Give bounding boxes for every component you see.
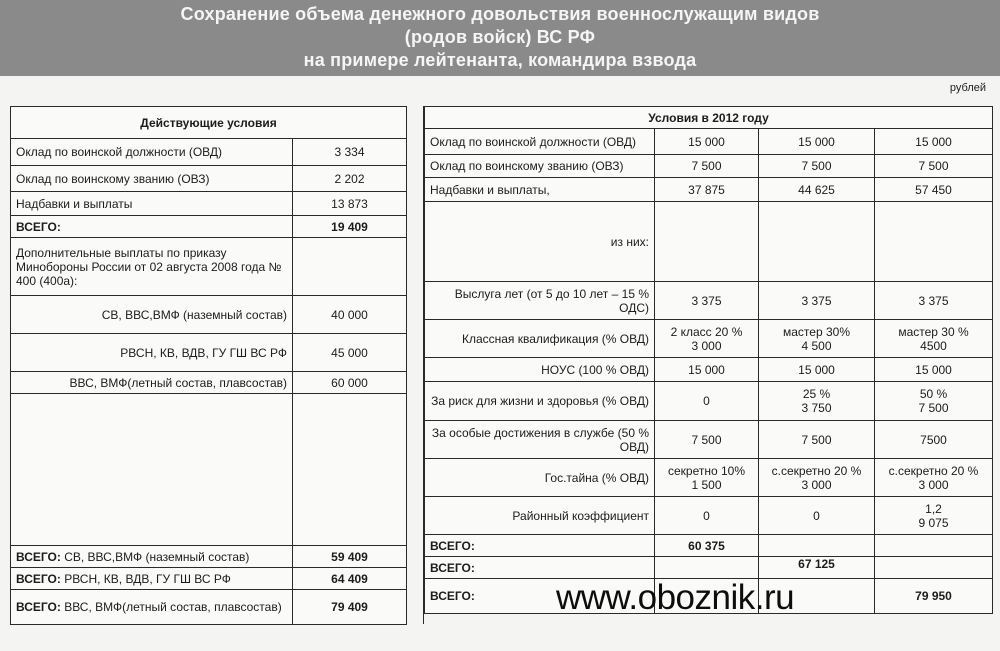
r-risk-col2: 25 % 3 750 (759, 382, 875, 421)
title-line-3: на примере лейтенанта, командира взвода (303, 50, 697, 70)
right-table-title: Условия в 2012 году (425, 107, 993, 129)
r-seniority-col2: 3 375 (759, 282, 875, 320)
r-label-state-secret: Гос.тайна (% ОВД) (425, 459, 655, 497)
title-line-2: (родов войск) ВС РФ (404, 27, 596, 47)
additional-payments-empty (293, 238, 407, 296)
additional-label-ground: СВ, ВВС,ВМФ (наземный состав) (11, 296, 293, 334)
row-label-total: ВСЕГО: (11, 216, 293, 238)
additional-label-flight: ВВС, ВМФ(летный состав, плавсостав) (11, 372, 293, 394)
total-value-flight: 79 409 (293, 590, 407, 625)
r-secret-col1: секретно 10% 1 500 (655, 459, 759, 497)
r-seniority-col1: 3 375 (655, 282, 759, 320)
currency-unit: рублей (949, 82, 986, 94)
r-nous-col3: 15 000 (875, 358, 993, 382)
row-value-ovd: 3 334 (293, 139, 407, 166)
r-label-qualification: Классная квалификация (% ОВД) (425, 320, 655, 358)
r-label-allowances: Надбавки и выплаты, (425, 178, 655, 202)
r-label-nous: НОУС (100 % ОВД) (425, 358, 655, 382)
title-banner (0, 0, 1000, 76)
current-conditions-table (10, 106, 407, 625)
r-regional-col2: 0 (759, 497, 875, 535)
row-value-total: 19 409 (293, 216, 407, 238)
r-ach-col3: 7500 (875, 421, 993, 459)
r-label-ovd: Оклад по воинской должности (ОВД) (425, 129, 655, 155)
r-label-regional: Районный коэффициент (425, 497, 655, 535)
r-total-3-col3: 79 950 (875, 579, 993, 614)
total-label-ground (11, 546, 293, 568)
r-qual-col3: мастер 30 % 4500 (875, 320, 993, 358)
additional-payments-label: Дополнительные выплаты по приказу Минобороны России от 02 августа 2008 года № 400 (400а): (11, 238, 293, 296)
total-prefix: ВСЕГО: (16, 571, 61, 586)
r-risk-col1: 0 (655, 382, 759, 421)
r-label-seniority: Выслуга лет (от 5 до 10 лет – 15 % ОДС) (425, 282, 655, 320)
blank-cell (655, 557, 759, 579)
r-label-risk: За риск для жизни и здоровья (% ОВД) (425, 382, 655, 421)
additional-value-flight: 60 000 (293, 372, 407, 394)
r-regional-col1: 0 (655, 497, 759, 535)
blank-cell (11, 394, 293, 546)
r-total-label-1: ВСЕГО: (425, 535, 655, 557)
r-risk-col3: 50 % 7 500 (875, 382, 993, 421)
r-of-them: из них: (425, 202, 655, 282)
r-secret-col2: с.секретно 20 % 3 000 (759, 459, 875, 497)
left-table-title: Действующие условия (11, 107, 407, 139)
r-total-2-col2: 67 125 (759, 557, 875, 579)
r-qual-col1: 2 класс 20 % 3 000 (655, 320, 759, 358)
r-ovz-col2: 7 500 (759, 155, 875, 178)
total-value-rvsn: 64 409 (293, 568, 407, 590)
r-ach-col2: 7 500 (759, 421, 875, 459)
r-label-ovz: Оклад по воинскому званию (ОВЗ) (425, 155, 655, 178)
row-label-ovz: Оклад по воинскому званию (ОВЗ) (11, 166, 293, 192)
r-allow-col2: 44 625 (759, 178, 875, 202)
additional-value-rvsn: 45 000 (293, 334, 407, 372)
additional-label-rvsn: РВСН, КВ, ВДВ, ГУ ГШ ВС РФ (11, 334, 293, 372)
r-allow-col1: 37 875 (655, 178, 759, 202)
r-ovd-col2: 15 000 (759, 129, 875, 155)
r-nous-col2: 15 000 (759, 358, 875, 382)
blank-cell (875, 535, 993, 557)
blank-cell (759, 535, 875, 557)
title-line-1: Сохранение объема денежного довольствия военнослужащим видов (180, 4, 820, 24)
r-nous-col1: 15 000 (655, 358, 759, 382)
blank-cell (655, 202, 759, 282)
r-regional-col3: 1,2 9 075 (875, 497, 993, 535)
r-ovz-col3: 7 500 (875, 155, 993, 178)
blank-cell (875, 202, 993, 282)
conditions-2012-table (424, 106, 993, 614)
row-value-ovz: 2 202 (293, 166, 407, 192)
r-ach-col1: 7 500 (655, 421, 759, 459)
r-allow-col3: 57 450 (875, 178, 993, 202)
blank-cell (875, 557, 993, 579)
total-label-flight (11, 590, 293, 625)
r-total-label-3: ВСЕГО: (425, 579, 655, 614)
r-ovd-col3: 15 000 (875, 129, 993, 155)
r-seniority-col3: 3 375 (875, 282, 993, 320)
total-label-rvsn (11, 568, 293, 590)
total-label-text: СВ, ВВС,ВМФ (наземный состав) (60, 549, 250, 564)
r-qual-col2: мастер 30% 4 500 (759, 320, 875, 358)
total-label-text: РВСН, КВ, ВДВ, ГУ ГШ ВС РФ (60, 571, 231, 586)
blank-cell (759, 202, 875, 282)
total-prefix: ВСЕГО: (16, 600, 61, 614)
r-total-label-2: ВСЕГО: (425, 557, 655, 579)
total-prefix: ВСЕГО: (16, 549, 61, 564)
additional-value-ground: 40 000 (293, 296, 407, 334)
watermark-text: www.oboznik.ru (556, 578, 795, 617)
r-ovz-col1: 7 500 (655, 155, 759, 178)
row-label-ovd: Оклад по воинской должности (ОВД) (11, 139, 293, 166)
row-value-allowances: 13 873 (293, 192, 407, 216)
r-ovd-col1: 15 000 (655, 129, 759, 155)
r-total-1-col1: 60 375 (655, 535, 759, 557)
blank-cell (293, 394, 407, 546)
total-label-text: ВВС, ВМФ(летный состав, плавсостав) (60, 600, 282, 614)
row-label-allowances: Надбавки и выплаты (11, 192, 293, 216)
table-separator (406, 106, 424, 624)
r-secret-col3: с.секретно 20 % 3 000 (875, 459, 993, 497)
r-label-achievements: За особые достижения в службе (50 % ОВД) (425, 421, 655, 459)
total-value-ground: 59 409 (293, 546, 407, 568)
